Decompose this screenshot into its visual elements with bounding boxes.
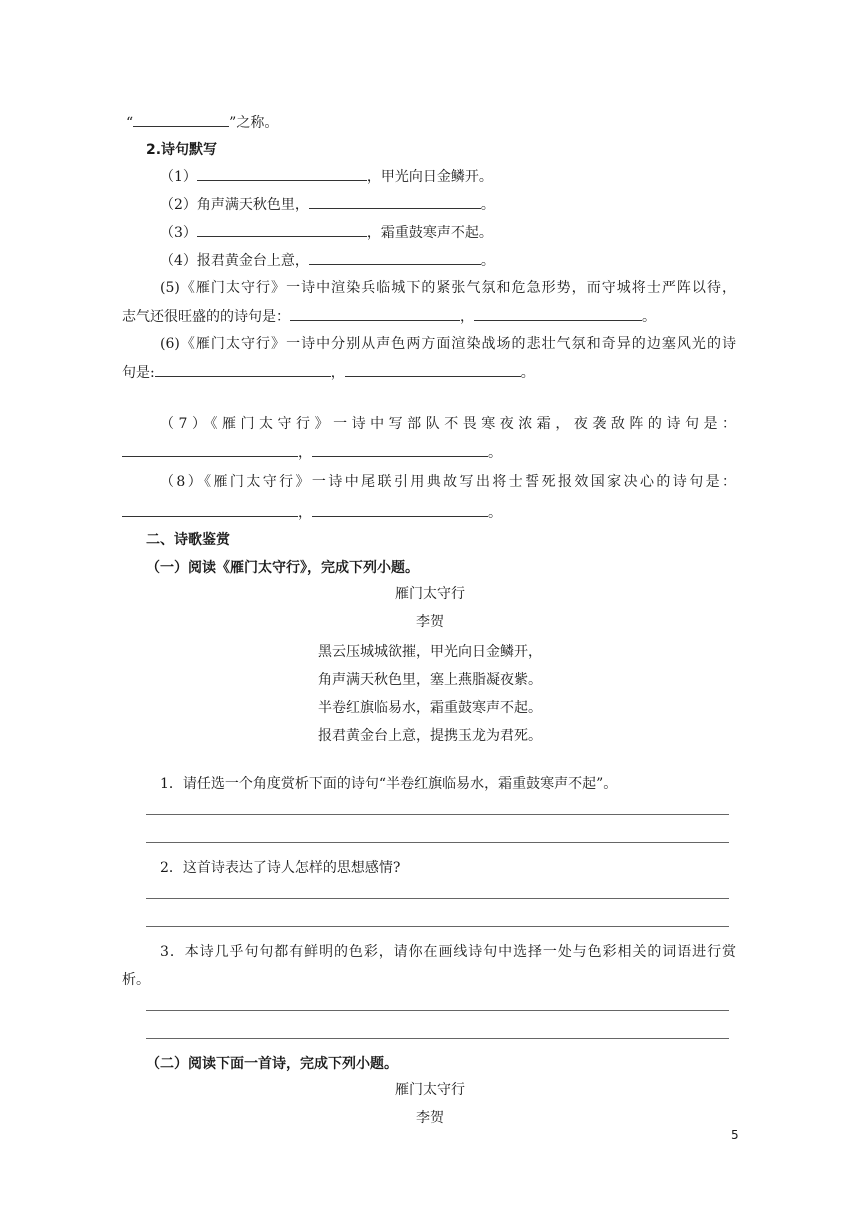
poem-line: 黑云压城城欲摧，甲光向日金鳞开， — [318, 644, 542, 660]
item-text: ，甲光向日金鳞开。 — [366, 169, 493, 185]
dictation-item-2 — [160, 194, 495, 215]
q5-line-1: (5)《雁门太守行》一诗中渲染兵临城下的紧张气氛和危急形势，而守城将士严阵以待， — [160, 280, 736, 296]
comma: ， — [330, 365, 345, 381]
poem2-title: 雁门太守行 — [395, 1082, 465, 1098]
dictation-heading: 2.诗句默写 — [146, 142, 218, 158]
poem-line: 报君黄金台上意，提携玉龙为君死。 — [318, 728, 542, 744]
item-text: ，霜重鼓寒声不起。 — [366, 225, 493, 241]
dictation-item-1 — [160, 166, 493, 187]
fill-blank[interactable] — [290, 306, 460, 321]
item-prefix: （3） — [160, 225, 197, 241]
poem2-author: 李贺 — [416, 1110, 444, 1126]
item-prefix: （1） — [160, 169, 197, 185]
fill-blank[interactable] — [312, 442, 488, 457]
question-2: 2．这首诗表达了诗人怎样的思想感情? — [160, 860, 401, 876]
item-prefix: （2）角声满天秋色里， — [160, 197, 309, 213]
q6-prompt: 句是: — [122, 365, 155, 381]
fill-blank[interactable] — [133, 112, 229, 127]
item-text: 。 — [480, 253, 495, 269]
q7-line-1: （7）《雁门太守行》一诗中写部队不畏寒夜浓霜，夜袭敌阵的诗句是： — [160, 416, 736, 432]
quote-close: ”之称。 — [229, 115, 279, 131]
fill-blank[interactable] — [309, 250, 481, 265]
answer-line[interactable] — [146, 898, 729, 899]
page-number: 5 — [731, 1128, 739, 1142]
poem-title: 雁门太守行 — [395, 586, 465, 602]
poem-line: 半卷红旗临易水，霜重鼓寒声不起。 — [318, 700, 542, 716]
item-text: 。 — [480, 197, 495, 213]
period: 。 — [488, 505, 502, 521]
dictation-item-3 — [160, 222, 493, 243]
fill-blank[interactable] — [122, 442, 298, 457]
q5-prompt: 志气还很旺盛的的诗句是： — [122, 309, 290, 325]
period: 。 — [642, 309, 656, 325]
q8-line-1: （8）《雁门太守行》一诗中尾联引用典故写出将士誓死报效国家决心的诗句是： — [160, 474, 736, 490]
period: 。 — [520, 365, 535, 381]
answer-line[interactable] — [146, 814, 729, 815]
fill-blank[interactable] — [312, 502, 488, 517]
question-3-line-2: 析。 — [122, 972, 150, 988]
fill-blank[interactable] — [474, 306, 642, 321]
dictation-item-4 — [160, 250, 495, 271]
period: 。 — [488, 445, 502, 461]
q6-line-1: (6)《雁门太守行》一诗中分别从声色两方面渲染战场的悲壮气氛和奇异的边塞风光的诗 — [160, 336, 736, 352]
comma: ， — [298, 505, 312, 521]
quote-open: “ — [126, 115, 134, 131]
comma: ， — [298, 445, 312, 461]
q5-line-2 — [122, 306, 656, 327]
q7-line-2 — [122, 442, 502, 463]
answer-line[interactable] — [146, 1010, 729, 1011]
part2-heading: （二）阅读下面一首诗，完成下列小题。 — [146, 1056, 398, 1072]
comma: ， — [460, 309, 474, 325]
fill-blank[interactable] — [197, 166, 367, 181]
answer-line[interactable] — [146, 926, 729, 927]
q6-line-2 — [122, 362, 535, 383]
fill-blank[interactable] — [155, 362, 331, 377]
top-continuation-line — [126, 112, 278, 133]
item-prefix: （4）报君黄金台上意， — [160, 253, 309, 269]
answer-line[interactable] — [146, 1038, 729, 1039]
q8-line-2 — [122, 502, 502, 523]
poem-author: 李贺 — [416, 614, 444, 630]
fill-blank[interactable] — [197, 222, 367, 237]
poem-line: 角声满天秋色里，塞上燕脂凝夜紫。 — [318, 672, 542, 688]
question-1: 1．请任选一个角度赏析下面的诗句“半卷红旗临易水，霜重鼓寒声不起”。 — [160, 776, 618, 792]
fill-blank[interactable] — [309, 194, 481, 209]
question-3-line-1: 3．本诗几乎句句都有鲜明的色彩，请你在画线诗句中选择一处与色彩相关的词语进行赏 — [160, 944, 736, 960]
fill-blank[interactable] — [345, 362, 521, 377]
appreciation-heading: 二、诗歌鉴赏 — [146, 532, 230, 548]
answer-line[interactable] — [146, 842, 729, 843]
part1-heading: （一）阅读《雁门太守行》，完成下列小题。 — [146, 560, 419, 576]
fill-blank[interactable] — [122, 502, 298, 517]
